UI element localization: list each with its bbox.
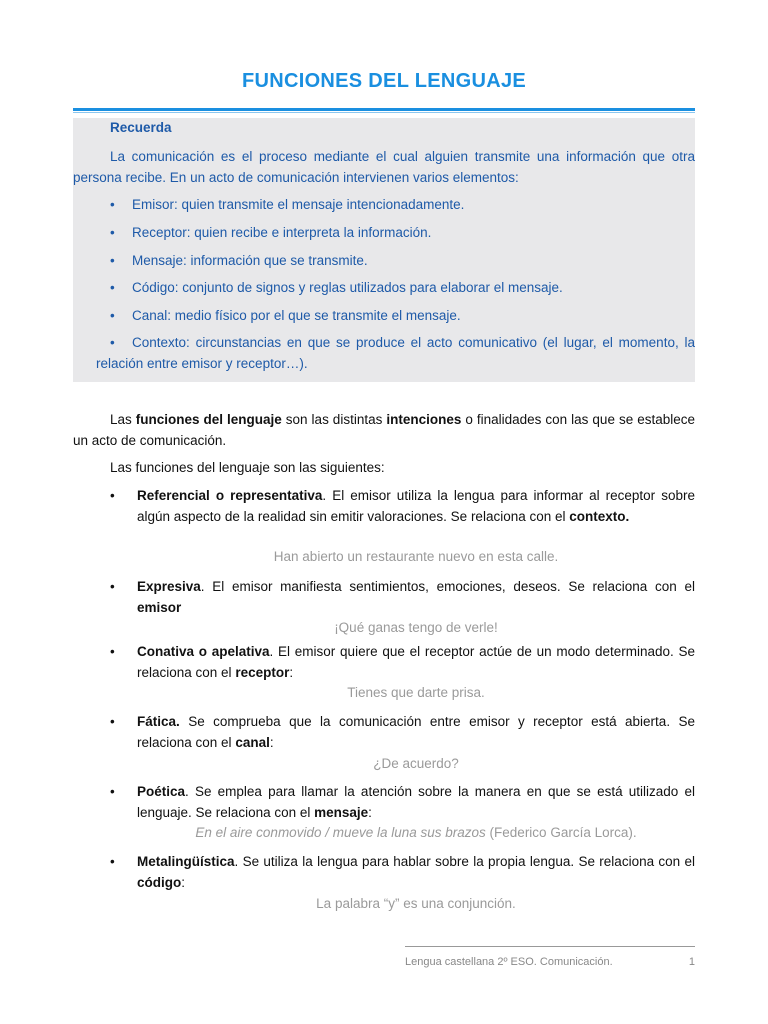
list-intro: Las funciones del lenguaje son las siguientes: bbox=[110, 460, 385, 475]
list-item: • Código: conjunto de signos y reglas utilizados para elaborar el mensaje. bbox=[110, 280, 563, 295]
intro-paragraph: Las funciones del lenguaje son las distintas intenciones o finalidades con las que se establece un acto de comunicación. bbox=[73, 412, 695, 448]
list-item: • Contexto: circunstancias en que se produce el acto comunicativo (el lugar, el momento, la relación entre emisor y receptor…). bbox=[96, 335, 695, 371]
function-item: • Expresiva. El emisor manifiesta sentimientos, emociones, deseos. Se relaciona con el emisor bbox=[110, 579, 695, 615]
function-item: • Metalingüística. Se utiliza la lengua para hablar sobre la propia lengua. Se relaciona con el código: bbox=[110, 854, 695, 890]
page-number: 1 bbox=[688, 956, 695, 968]
page-title: FUNCIONES DEL LENGUAJE bbox=[241, 70, 527, 92]
example-text: En el aire conmovido / mueve la luna sus brazos (Federico García Lorca). bbox=[195, 825, 637, 840]
recuerda-heading: Recuerda bbox=[110, 120, 172, 135]
footer-rule bbox=[405, 946, 695, 947]
function-item: • Fática. Se comprueba que la comunicación entre emisor y receptor está abierta. Se relaciona con el canal: bbox=[110, 714, 695, 750]
example-text: La palabra “y” es una conjunción. bbox=[316, 896, 516, 911]
footer-text: Lengua castellana 2º ESO. Comunicación. bbox=[405, 956, 613, 968]
function-item: • Referencial o representativa. El emisor utiliza la lengua para informar al receptor sobre algún aspecto de la realidad sin emitir valoraciones. Se relaciona con el contexto. bbox=[110, 488, 695, 524]
list-item: • Receptor: quien recibe e interpreta la información. bbox=[110, 225, 432, 240]
page-footer bbox=[405, 956, 695, 968]
list-item: • Emisor: quien transmite el mensaje intencionadamente. bbox=[110, 197, 465, 212]
example-text: ¡Qué ganas tengo de verle! bbox=[334, 620, 498, 635]
list-item: • Mensaje: información que se transmite. bbox=[110, 253, 368, 268]
example-text: ¿De acuerdo? bbox=[373, 756, 459, 771]
example-text: Tienes que darte prisa. bbox=[347, 685, 485, 700]
list-item: • Canal: medio físico por el que se transmite el mensaje. bbox=[110, 308, 461, 323]
recuerda-intro: La comunicación es el proceso mediante el cual alguien transmite una información que otra persona recibe. En un acto de comunicación intervienen varios elementos: bbox=[73, 149, 695, 185]
example-text: Han abierto un restaurante nuevo en esta calle. bbox=[273, 549, 559, 564]
title-rule-thin bbox=[73, 112, 695, 113]
function-item: • Conativa o apelativa. El emisor quiere que el receptor actúe de un modo determinado. Se relaciona con el receptor: bbox=[110, 644, 695, 680]
title-rule bbox=[73, 108, 695, 111]
function-item: • Poética. Se emplea para llamar la atención sobre la manera en que se está utilizado el lenguaje. Se relaciona con el mensaje: bbox=[110, 784, 695, 820]
